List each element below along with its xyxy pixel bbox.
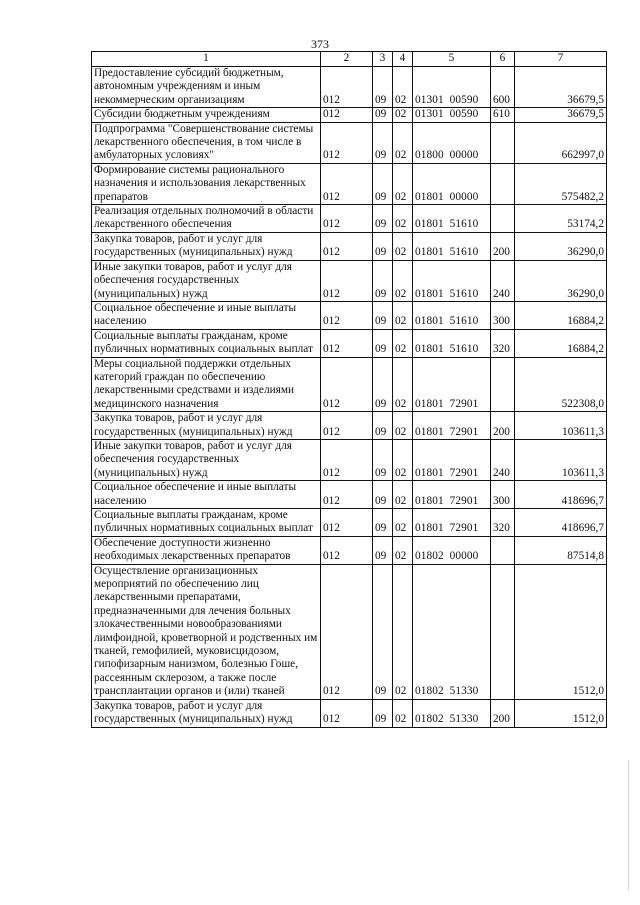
section-code-cell: 09 — [373, 67, 393, 108]
page-number: 373 — [311, 37, 329, 51]
target-code-cell: 01801 51610 — [413, 329, 491, 357]
row-name-cell: Субсидии бюджетным учреждениям — [92, 108, 321, 122]
subsection-code-cell: 02 — [393, 439, 413, 480]
table-row — [92, 163, 607, 204]
amount-cell: 103611,3 — [515, 412, 607, 440]
target-code-cell: 01801 72901 — [413, 412, 491, 440]
expense-type-cell — [491, 564, 515, 699]
row-name-cell: Социальные выплаты гражданам, кроме публичных нормативных социальных выплат — [92, 509, 321, 537]
subsection-code-cell: 02 — [393, 329, 413, 357]
subsection-code-cell: 02 — [393, 699, 413, 727]
table-row — [92, 108, 607, 122]
expense-type-cell: 600 — [491, 67, 515, 108]
ministry-code-cell: 012 — [321, 329, 373, 357]
expense-type-cell: 320 — [491, 509, 515, 537]
table-row — [92, 536, 607, 564]
subsection-code-cell: 02 — [393, 67, 413, 108]
ministry-code-cell: 012 — [321, 205, 373, 233]
ministry-code-cell: 012 — [321, 412, 373, 440]
amount-cell: 36679,5 — [515, 108, 607, 122]
section-code-cell: 09 — [373, 536, 393, 564]
table-row — [92, 205, 607, 233]
subsection-code-cell: 02 — [393, 509, 413, 537]
subsection-code-cell: 02 — [393, 108, 413, 122]
column-header: 2 — [321, 52, 373, 67]
row-name-cell: Реализация отдельных полномочий в области лекарственного обеспечения — [92, 205, 321, 233]
row-name-cell: Социальные выплаты гражданам, кроме публичных нормативных социальных выплат — [92, 329, 321, 357]
amount-cell: 16884,2 — [515, 329, 607, 357]
amount-cell: 53174,2 — [515, 205, 607, 233]
target-code-cell: 01801 00000 — [413, 163, 491, 204]
amount-cell: 36290,0 — [515, 232, 607, 260]
table-row — [92, 232, 607, 260]
row-name-cell: Закупка товаров, работ и услуг для государственных (муниципальных) нужд — [92, 699, 321, 727]
subsection-code-cell: 02 — [393, 357, 413, 412]
table-row — [92, 412, 607, 440]
subsection-code-cell: 02 — [393, 481, 413, 509]
table-row — [92, 122, 607, 163]
subsection-code-cell: 02 — [393, 412, 413, 440]
subsection-code-cell: 02 — [393, 163, 413, 204]
ministry-code-cell: 012 — [321, 564, 373, 699]
scan-margin-mark — [628, 760, 632, 890]
ministry-code-cell: 012 — [321, 509, 373, 537]
row-name-cell: Меры социальной поддержки отдельных категорий граждан по обеспечению лекарственными средствами и изделиями медицинского назначения — [92, 357, 321, 412]
row-name-cell: Социальное обеспечение и иные выплаты населению — [92, 301, 321, 329]
column-header: 1 — [92, 52, 321, 67]
table-row — [92, 481, 607, 509]
target-code-cell: 01802 00000 — [413, 536, 491, 564]
table-row — [92, 439, 607, 480]
section-code-cell: 09 — [373, 260, 393, 301]
table-row — [92, 699, 607, 727]
amount-cell: 36290,0 — [515, 260, 607, 301]
table-body — [92, 67, 607, 728]
amount-cell: 16884,2 — [515, 301, 607, 329]
target-code-cell: 01801 72901 — [413, 439, 491, 480]
section-code-cell: 09 — [373, 108, 393, 122]
expense-type-cell — [491, 205, 515, 233]
ministry-code-cell: 012 — [321, 481, 373, 509]
ministry-code-cell: 012 — [321, 122, 373, 163]
column-header: 5 — [413, 52, 491, 67]
subsection-code-cell: 02 — [393, 301, 413, 329]
target-code-cell: 01801 51610 — [413, 232, 491, 260]
subsection-code-cell: 02 — [393, 260, 413, 301]
ministry-code-cell: 012 — [321, 439, 373, 480]
expense-type-cell — [491, 122, 515, 163]
expense-type-cell — [491, 536, 515, 564]
row-name-cell: Иные закупки товаров, работ и услуг для обеспечения государственных (муниципальных) нужд — [92, 260, 321, 301]
expense-type-cell: 300 — [491, 301, 515, 329]
row-name-cell: Иные закупки товаров, работ и услуг для обеспечения государственных (муниципальных) нужд — [92, 439, 321, 480]
section-code-cell: 09 — [373, 509, 393, 537]
row-name-cell: Предоставление субсидий бюджетным, автономным учреждениям и иным некоммерческим организациям — [92, 67, 321, 108]
expense-type-cell: 610 — [491, 108, 515, 122]
section-code-cell: 09 — [373, 301, 393, 329]
amount-cell: 36679,5 — [515, 67, 607, 108]
section-code-cell: 09 — [373, 329, 393, 357]
expense-type-cell: 300 — [491, 481, 515, 509]
ministry-code-cell: 012 — [321, 536, 373, 564]
budget-table — [91, 51, 607, 728]
section-code-cell: 09 — [373, 232, 393, 260]
target-code-cell: 01301 00590 — [413, 67, 491, 108]
target-code-cell: 01801 51610 — [413, 301, 491, 329]
section-code-cell: 09 — [373, 564, 393, 699]
amount-cell: 522308,0 — [515, 357, 607, 412]
expense-type-cell: 200 — [491, 699, 515, 727]
amount-cell: 1512,0 — [515, 699, 607, 727]
column-header: 7 — [515, 52, 607, 67]
table-row — [92, 564, 607, 699]
target-code-cell: 01801 72901 — [413, 481, 491, 509]
amount-cell: 103611,3 — [515, 439, 607, 480]
amount-cell: 1512,0 — [515, 564, 607, 699]
expense-type-cell: 200 — [491, 232, 515, 260]
ministry-code-cell: 012 — [321, 232, 373, 260]
row-name-cell: Закупка товаров, работ и услуг для государственных (муниципальных) нужд — [92, 412, 321, 440]
section-code-cell: 09 — [373, 205, 393, 233]
expense-type-cell: 240 — [491, 439, 515, 480]
table-row — [92, 260, 607, 301]
column-header: 6 — [491, 52, 515, 67]
table-row — [92, 301, 607, 329]
ministry-code-cell: 012 — [321, 699, 373, 727]
subsection-code-cell: 02 — [393, 205, 413, 233]
amount-cell: 418696,7 — [515, 509, 607, 537]
expense-type-cell — [491, 357, 515, 412]
expense-type-cell: 200 — [491, 412, 515, 440]
row-name-cell: Обеспечение доступности жизненно необходимых лекарственных препаратов — [92, 536, 321, 564]
subsection-code-cell: 02 — [393, 536, 413, 564]
row-name-cell: Подпрограмма "Совершенствование системы лекарственного обеспечения, в том числе в амбулаторных условиях" — [92, 122, 321, 163]
ministry-code-cell: 012 — [321, 163, 373, 204]
target-code-cell: 01801 51610 — [413, 260, 491, 301]
amount-cell: 575482,2 — [515, 163, 607, 204]
row-name-cell: Формирование системы рационального назначения и использования лекарственных препаратов — [92, 163, 321, 204]
row-name-cell: Социальное обеспечение и иные выплаты населению — [92, 481, 321, 509]
amount-cell: 662997,0 — [515, 122, 607, 163]
target-code-cell: 01802 51330 — [413, 564, 491, 699]
amount-cell: 87514,8 — [515, 536, 607, 564]
row-name-cell: Закупка товаров, работ и услуг для государственных (муниципальных) нужд — [92, 232, 321, 260]
section-code-cell: 09 — [373, 412, 393, 440]
table-row — [92, 509, 607, 537]
row-name-cell: Осуществление организационных мероприятий по обеспечению лиц лекарственными препаратами, предназначенными для лечения больных злокачественными новообразованиями лимфоидной, кроветворной и родственных им тканей, гемофилией, муковисцидозом, гипофизарным нанизмом, болезнью Гоше, рассеянным склерозом, а также после трансплантации органов и (или) тканей — [92, 564, 321, 699]
expense-type-cell: 320 — [491, 329, 515, 357]
table-row — [92, 329, 607, 357]
target-code-cell: 01801 51610 — [413, 205, 491, 233]
subsection-code-cell: 02 — [393, 564, 413, 699]
subsection-code-cell: 02 — [393, 122, 413, 163]
amount-cell: 418696,7 — [515, 481, 607, 509]
column-header: 3 — [373, 52, 393, 67]
target-code-cell: 01301 00590 — [413, 108, 491, 122]
ministry-code-cell: 012 — [321, 67, 373, 108]
section-code-cell: 09 — [373, 699, 393, 727]
section-code-cell: 09 — [373, 439, 393, 480]
section-code-cell: 09 — [373, 481, 393, 509]
target-code-cell: 01801 72901 — [413, 357, 491, 412]
ministry-code-cell: 012 — [321, 108, 373, 122]
ministry-code-cell: 012 — [321, 357, 373, 412]
table-header-row — [92, 52, 607, 67]
column-header: 4 — [393, 52, 413, 67]
section-code-cell: 09 — [373, 163, 393, 204]
expense-type-cell: 240 — [491, 260, 515, 301]
target-code-cell: 01800 00000 — [413, 122, 491, 163]
ministry-code-cell: 012 — [321, 260, 373, 301]
target-code-cell: 01802 51330 — [413, 699, 491, 727]
target-code-cell: 01801 72901 — [413, 509, 491, 537]
ministry-code-cell: 012 — [321, 301, 373, 329]
section-code-cell: 09 — [373, 357, 393, 412]
expense-type-cell — [491, 163, 515, 204]
section-code-cell: 09 — [373, 122, 393, 163]
table-row — [92, 67, 607, 108]
table-row — [92, 357, 607, 412]
subsection-code-cell: 02 — [393, 232, 413, 260]
